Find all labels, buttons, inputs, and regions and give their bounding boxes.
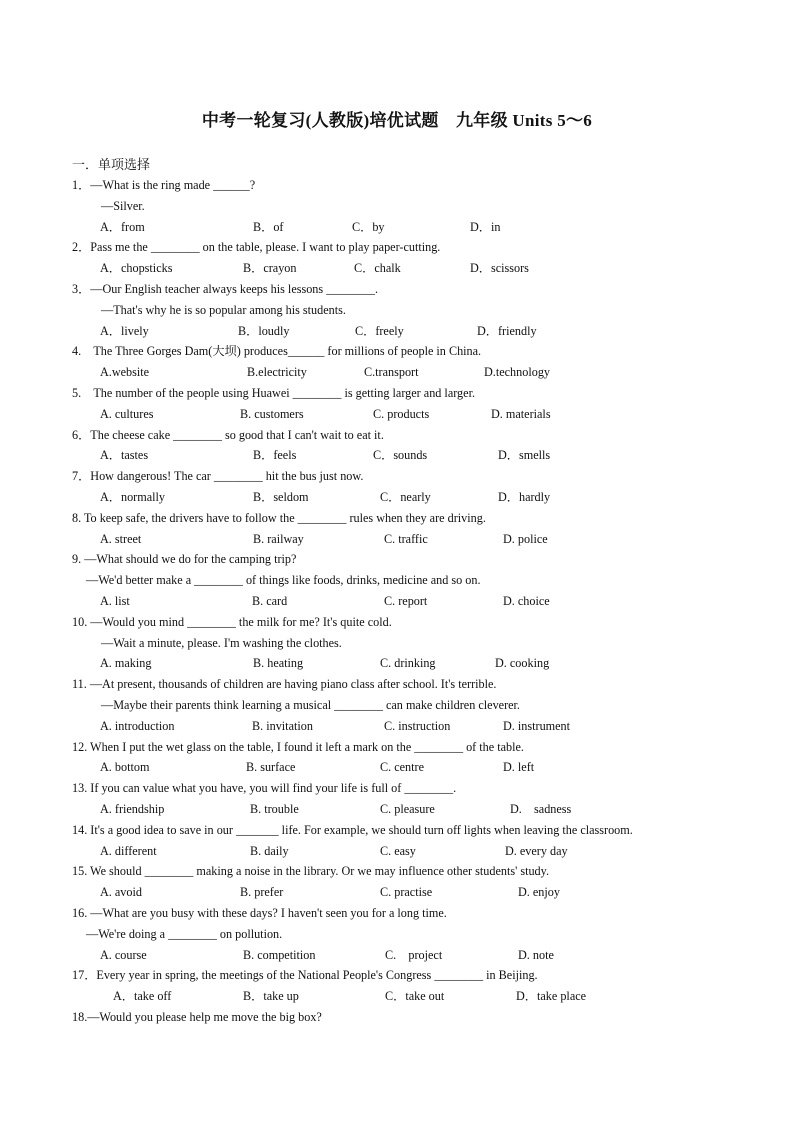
question-3-line-2: —That's why he is so popular among his students.: [101, 302, 346, 317]
question-17-option-1: A．take off: [113, 989, 172, 1004]
question-9-line-1: 9. —What should we do for the camping trip?: [72, 552, 297, 567]
question-15-option-2: B. prefer: [240, 885, 284, 900]
question-8-option-2: B. railway: [253, 531, 304, 546]
question-10-option-3: C. drinking: [380, 656, 436, 671]
question-11-line-1: 11. —At present, thousands of children are having piano class after school. It's terrible.: [72, 677, 497, 692]
question-14-option-2: B. daily: [250, 843, 289, 858]
question-15-option-3: C. practise: [380, 885, 433, 900]
question-14-option-3: C. easy: [380, 843, 416, 858]
question-11-option-4: D. instrument: [503, 718, 571, 733]
question-17-option-2: B．take up: [243, 989, 299, 1004]
question-5-option-4: D. materials: [491, 406, 551, 421]
question-12-option-2: B. surface: [246, 760, 296, 775]
question-16-line-1: 16. —What are you busy with these days? I haven't seen you for a long time.: [72, 906, 447, 920]
question-14-option-1: A. different: [100, 843, 157, 858]
question-9-option-2: B. card: [252, 594, 288, 608]
question-13-option-4: D. sadness: [510, 802, 572, 816]
question-2-option-2: B．crayon: [243, 261, 297, 276]
question-3-option-3: C．freely: [355, 323, 404, 338]
question-16-option-4: D. note: [518, 947, 554, 962]
question-8-option-4: D. police: [503, 531, 548, 546]
question-2-option-1: A．chopsticks: [100, 261, 173, 276]
question-10-option-4: D. cooking: [495, 656, 550, 671]
question-7-option-1: A．normally: [100, 490, 165, 504]
question-2-option-4: D．scissors: [470, 261, 529, 276]
question-7-option-3: C．nearly: [380, 490, 431, 504]
question-17-option-3: C．take out: [385, 989, 445, 1004]
question-9-option-1: A. list: [100, 594, 130, 608]
question-5-option-1: A. cultures: [100, 406, 154, 421]
question-11-option-3: C. instruction: [384, 718, 451, 733]
question-16-option-2: B. competition: [243, 947, 316, 962]
question-10-option-2: B. heating: [253, 656, 304, 671]
question-17-line-1: 17．Every year in spring, the meetings of the National People's Congress ________ in Beijing.: [72, 968, 538, 983]
question-6-line-1: 6．The cheese cake ________ so good that I can't wait to eat it.: [72, 427, 384, 442]
question-13-option-2: B. trouble: [250, 802, 299, 816]
page-title: 中考一轮复习(人教版)培优试题 九年级 Units 5～6: [201, 111, 593, 130]
question-10-line-2: —Wait a minute, please. I'm washing the clothes.: [101, 635, 342, 650]
question-15-option-4: D. enjoy: [518, 885, 560, 900]
question-6-option-2: B．feels: [253, 448, 297, 463]
question-12-option-3: C. centre: [380, 760, 424, 775]
question-18-line-1: 18.—Would you please help me move the big box?: [72, 1010, 322, 1024]
question-5-option-3: C. products: [373, 406, 430, 421]
question-9-option-4: D. choice: [503, 594, 550, 608]
question-7-option-2: B．seldom: [253, 490, 309, 504]
question-3-option-4: D．friendly: [477, 323, 537, 338]
question-15-option-1: A. avoid: [100, 885, 142, 900]
question-4-option-3: C.transport: [364, 365, 419, 380]
question-17-option-4: D．take place: [516, 989, 587, 1004]
question-14-line-1: 14. It's a good idea to save in our _______ life. For example, we should turn off lights when leaving the classroom.: [72, 822, 633, 837]
question-6-option-3: C．sounds: [373, 448, 428, 463]
question-10-option-1: A. making: [100, 656, 152, 671]
question-9-option-3: C. report: [384, 594, 428, 608]
question-12-line-1: 12. When I put the wet glass on the table, I found it left a mark on the ________ of the table.: [72, 739, 524, 754]
question-6-option-1: A．tastes: [100, 448, 149, 463]
question-8-line-1: 8. To keep safe, the drivers have to follow the ________ rules when they are driving.: [72, 510, 486, 525]
question-1-option-1: A．from: [100, 219, 145, 234]
question-2-line-1: 2．Pass me the ________ on the table, please. I want to play paper-cutting.: [72, 240, 441, 255]
question-16-option-3: C. project: [385, 947, 443, 962]
question-7-option-4: D．hardly: [498, 490, 551, 504]
question-3-option-2: B．loudly: [238, 323, 290, 338]
question-12-option-4: D. left: [503, 760, 535, 775]
question-15-line-1: 15. We should ________ making a noise in the library. Or we may influence other students' study.: [72, 864, 549, 879]
question-13-option-1: A. friendship: [100, 802, 165, 816]
question-4-option-2: B.electricity: [247, 365, 307, 380]
question-4-option-1: A.website: [100, 365, 150, 380]
section-heading: 一．单项选择: [72, 157, 151, 172]
question-7-line-1: 7．How dangerous! The car ________ hit the bus just now.: [72, 469, 364, 484]
question-1-line-2: —Silver.: [101, 198, 145, 213]
question-2-option-3: C．chalk: [354, 261, 401, 276]
question-13-line-1: 13. If you can value what you have, you will find your life is full of ________.: [72, 781, 457, 796]
question-11-option-1: A. introduction: [100, 718, 175, 733]
question-16-line-2: —We're doing a ________ on pollution.: [86, 926, 283, 941]
question-11-line-2: —Maybe their parents think learning a musical ________ can make children cleverer.: [101, 698, 520, 712]
question-3-option-1: A．lively: [100, 323, 149, 338]
question-8-option-1: A. street: [100, 531, 142, 546]
question-4-line-1: 4. The Three Gorges Dam(大坝) produces______ for millions of people in China.: [72, 344, 482, 359]
question-1-option-4: D．in: [470, 219, 501, 234]
question-1-option-2: B．of: [253, 219, 284, 234]
question-4-option-4: D.technology: [484, 365, 551, 380]
question-10-line-1: 10. —Would you mind ________ the milk for me? It's quite cold.: [72, 614, 392, 629]
question-12-option-1: A. bottom: [100, 760, 150, 775]
question-1-line-1: 1．—What is the ring made ______?: [72, 178, 256, 192]
question-9-line-2: —We'd better make a ________ of things like foods, drinks, medicine and so on.: [86, 573, 481, 588]
question-13-option-3: C. pleasure: [380, 802, 435, 816]
question-5-option-2: B. customers: [240, 406, 304, 421]
question-1-option-3: C．by: [352, 219, 385, 234]
question-16-option-1: A. course: [100, 947, 147, 962]
question-5-line-1: 5. The number of the people using Huawei ________ is getting larger and larger.: [72, 386, 475, 400]
question-11-option-2: B. invitation: [252, 718, 313, 733]
question-3-line-1: 3．—Our English teacher always keeps his lessons ________.: [72, 282, 378, 296]
question-6-option-4: D．smells: [498, 448, 551, 463]
question-8-option-3: C. traffic: [384, 531, 428, 546]
question-14-option-4: D. every day: [505, 843, 568, 858]
